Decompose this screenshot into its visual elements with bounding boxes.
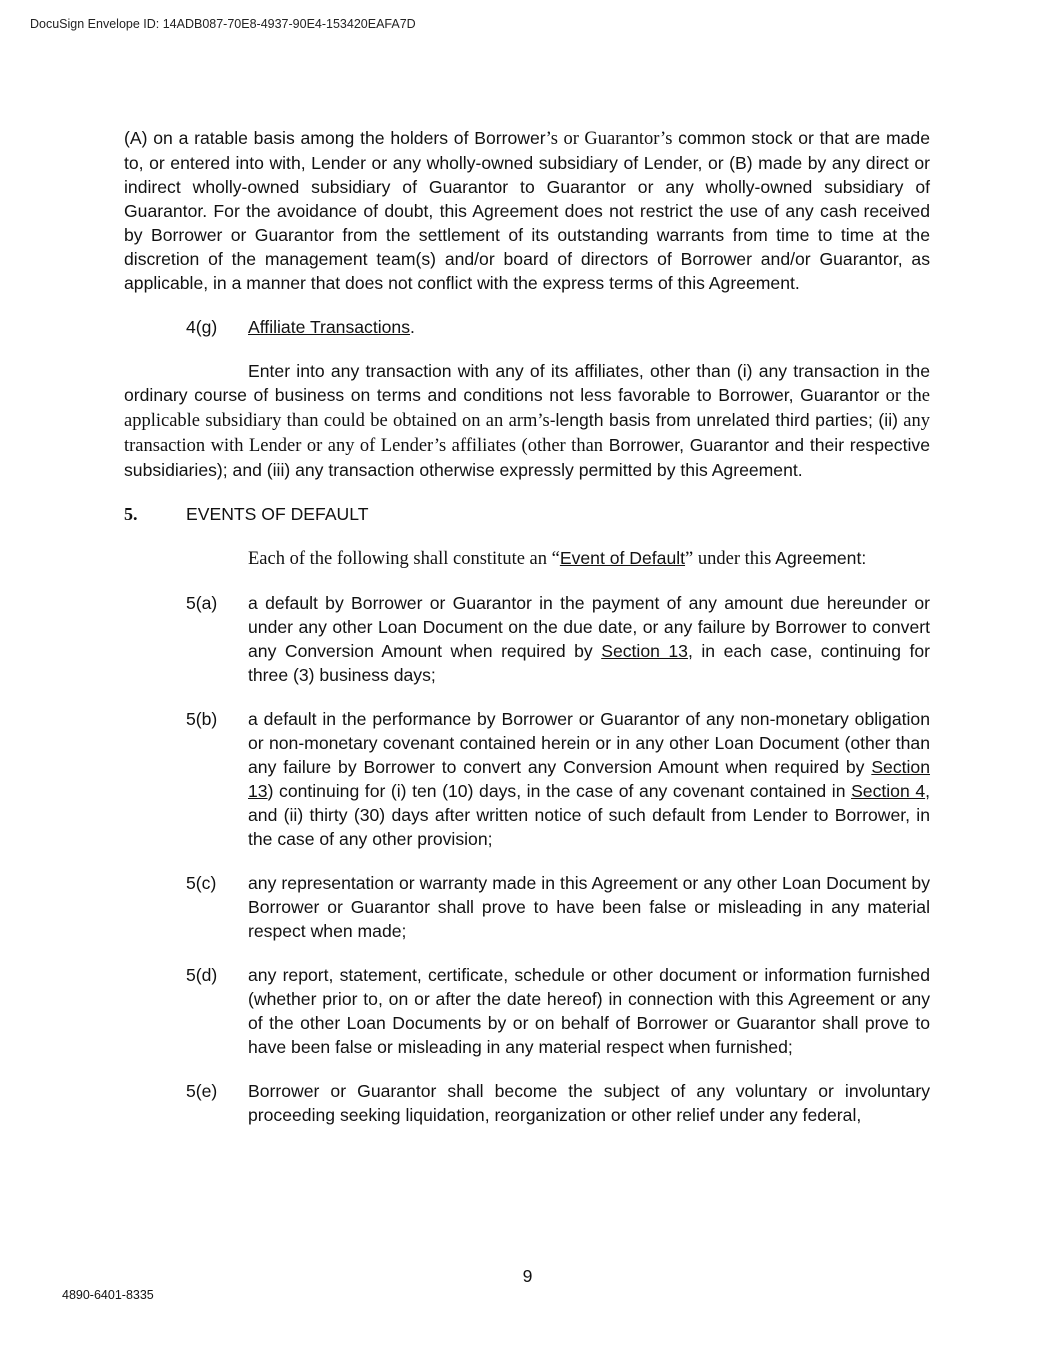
- section-4g-body-3: -length basis from unrelated third parties; (ii): [549, 410, 898, 430]
- clause-label: 5(a): [186, 593, 218, 613]
- clause-label: 5(c): [186, 873, 217, 893]
- section-4g-body-1: Enter into any transaction with any of its affiliates, other than (i) any transaction in the ordinary course of business on terms and conditions not less favorable to Borrower, Guarantor: [124, 361, 930, 405]
- section-5-intro-pre: Each of the following shall constitute an “: [248, 549, 560, 569]
- section-4g-title-wrap: [248, 315, 415, 339]
- clause-5a-text-2: , in each case, continuing for three (3) business days;: [248, 641, 931, 685]
- clause-5c: [124, 871, 930, 943]
- section-4-reference: Section 4: [851, 781, 926, 801]
- clause-text: any representation or warranty made in this Agreement or any other Loan Document by Borrower or Guarantor shall prove to have been false or misleading in any material respect when made;: [248, 873, 930, 941]
- clause-5b-text-3: , and (ii) thirty (30) days after written notice of such default from Lender to Borrower, in the case of any other provision;: [248, 781, 931, 849]
- clause-text: [248, 707, 930, 851]
- clause-5a: [124, 591, 930, 687]
- clause-5b: [124, 707, 930, 851]
- page-body: [124, 126, 930, 1147]
- section-13-reference: Section 13: [248, 757, 930, 801]
- clause-text: [248, 591, 930, 687]
- section-5-number: 5.: [124, 504, 138, 524]
- section-5-intro-post: ” under this: [685, 549, 772, 569]
- section-4g-body-2: or the applicable subsidiary than could be obtained on an arm’s: [124, 386, 930, 431]
- event-of-default-term: Event of Default: [559, 548, 686, 568]
- section-5-title: EVENTS OF DEFAULT: [186, 504, 369, 524]
- section-4g-heading: [124, 315, 930, 339]
- clause-label: 5(d): [186, 965, 218, 985]
- section-4g-title: Affiliate Transactions: [248, 317, 411, 337]
- page-number: 9: [522, 1266, 533, 1286]
- section-5-intro: [124, 546, 930, 571]
- section-5-intro-tail: Agreement:: [771, 548, 867, 568]
- clause-text: any report, statement, certificate, schedule or other document or information furnished (whether prior to, on or after the date hereof) in connection with this Agreement or any of the other Loan Documents by or on behalf of Borrower or Guarantor shall prove to have been false or misleading in any material respect when furnished;: [248, 965, 930, 1057]
- clause-5e: [124, 1079, 930, 1127]
- section-4g-body-5: Borrower, Guarantor and their respective subsidiaries); and (iii) any transaction otherwise expressly permitted by this Agreement.: [124, 435, 930, 480]
- clause-5b-text-2: ) continuing for (i) ten (10) days, in the case of any covenant contained in: [267, 781, 852, 801]
- clause-5a-text-1: a default by Borrower or Guarantor in the payment of any amount due hereunder or under any other Loan Document on the due date, or any failure by Borrower to convert any Conversion Amount when required by: [248, 593, 930, 661]
- clause-label: 5(e): [186, 1081, 218, 1101]
- clause-label: 5(b): [186, 709, 218, 729]
- section-4g-body: [124, 359, 930, 482]
- intro-text-3: common stock or that are made to, or entered into with, Lender or any wholly-owned subsidiary of Lender, or (B) made by any direct or indirect wholly-owned subsidiary of Guarantor to Guarantor or any wholly-owned subsidiary of Guarantor. For the avoidance of doubt, this Agreement does not restrict the use of any cash received by Borrower or Guarantor from the settlement of its outstanding warrants from time to time at the discretion of the management team(s) and/or board of directors of Borrower and/or Guarantor, as applicable, in a manner that does not conflict with the express terms of this Agreement.: [124, 128, 930, 293]
- docusign-envelope-id: DocuSign Envelope ID: 14ADB087-70E8-4937-90E4-153420EAFA7D: [30, 17, 416, 31]
- clause-5d: [124, 963, 930, 1059]
- section-4g-title-suffix: .: [410, 317, 415, 337]
- intro-paragraph: [124, 126, 930, 295]
- section-5-heading: [124, 502, 930, 526]
- section-13-reference: Section 13: [601, 641, 688, 661]
- clause-text: Borrower or Guarantor shall become the subject of any voluntary or involuntary proceeding seeking liquidation, reorganization or other relief under any federal,: [248, 1081, 930, 1125]
- intro-text-1: (A) on a ratable basis among the holders of Borrower: [124, 128, 546, 148]
- section-4g-number: 4(g): [186, 317, 218, 337]
- document-id: 4890-6401-8335: [62, 1288, 154, 1302]
- section-4g-body-4: any transaction with Lender or any of Lender’s affiliates (other than: [124, 411, 930, 456]
- clause-5b-text-1: a default in the performance by Borrower or Guarantor of any non-monetary obligation or non-monetary covenant contained herein or in any other Loan Document (other than any failure by Borrower to convert any Conversion Amount when required by: [248, 709, 930, 777]
- intro-text-2: ’s or Guarantor’s: [545, 129, 673, 149]
